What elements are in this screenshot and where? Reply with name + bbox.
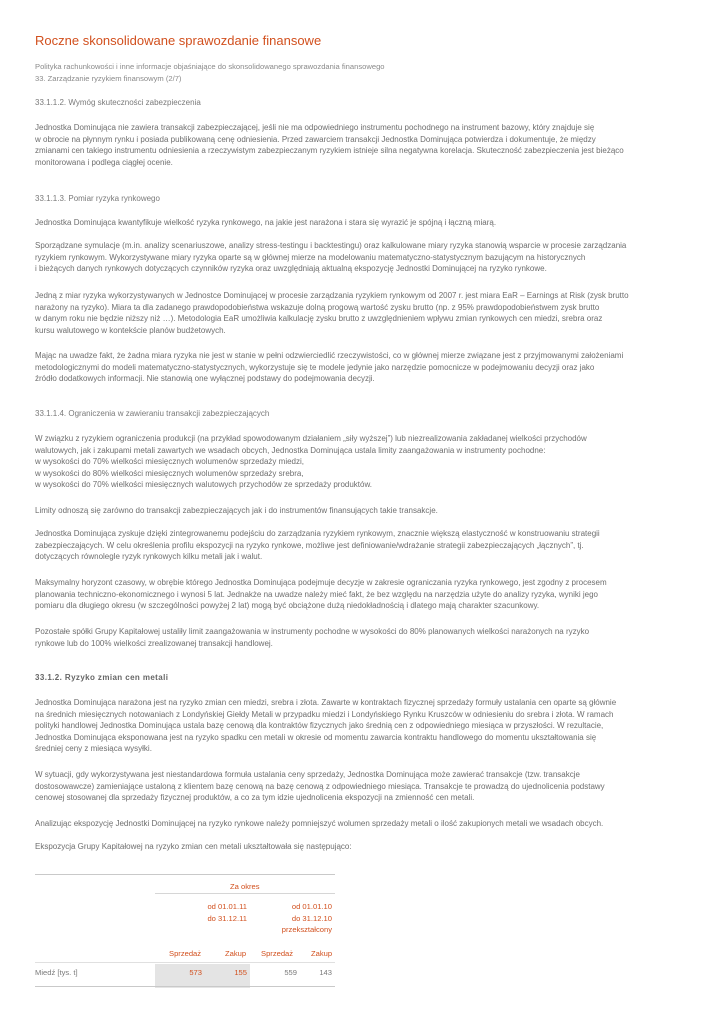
column-header-sales-2010: Sprzedaż xyxy=(261,949,294,958)
breadcrumb xyxy=(35,61,385,85)
text-line: w obrocie na płynnym rynku i posiada publikowaną cenę odniesienia. Przed zawarciem transakcji Jednostka Dominująca potwierdza i dokumentuje, że między xyxy=(35,134,596,144)
text-line: kursu walutowego w kontekście planów budżetowych. xyxy=(35,325,226,335)
text-line: polityki handlowej Jednostka Dominująca ustala bazę cenową dla kontraktów fizycznych jako średnią cen z odpowiedniego miesiąca w przyszłości. W rezultacie, xyxy=(35,721,604,730)
section-heading-metal-price-risk: 33.1.2. Ryzyko zmian cen metali xyxy=(35,673,169,682)
list-item: w wysokości do 70% wielkości miesięcznych wolumenów sprzedaży miedzi, xyxy=(35,457,304,466)
text-line: Analizując ekspozycję Jednostki Dominującej na ryzyko rynkowe należy pomniejszyć wolumen sprzedaży metali o ilość zakupionych metali we wsadach obcych. xyxy=(35,819,604,828)
text-line: Maksymalny horyzont czasowy, w obrębie którego Jednostka Dominująca podejmuje decyzje w zakresie ograniczania ryzyka rynkowego, jest zgodny z procesem xyxy=(35,578,607,587)
section-heading-market-risk-measurement: 33.1.1.3. Pomiar ryzyka rynkowego xyxy=(35,194,160,203)
period-header-2010 xyxy=(255,901,332,936)
paragraph xyxy=(35,505,690,517)
text-line: planowania techniczno-ekonomicznego i wynosi 5 lat. Jednakże na uwadze należy mieć fakt, że bez względu na narzędzia użyte do analizy ryzyka, wyniki jego xyxy=(35,589,598,599)
paragraph xyxy=(35,577,690,612)
text-line: na średnich miesięcznych notowaniach z Londyńskiej Giełdy Metali w przypadku miedzi i Londyńskiego Rynku Kruszców w odniesieniu do srebra i złota. W ramach xyxy=(35,709,614,719)
paragraph xyxy=(35,818,690,830)
list-item: w wysokości do 70% wielkości miesięcznych walutowych przychodów ze sprzedaży produktów. xyxy=(35,480,373,489)
section-heading-hedge-effectiveness: 33.1.1.2. Wymóg skuteczności zabezpieczenia xyxy=(35,98,201,107)
section-heading-hedging-limits: 33.1.1.4. Ograniczenia w zawieraniu transakcji zabezpieczających xyxy=(35,409,270,418)
table-group-header: Za okres xyxy=(230,882,260,891)
text-line: i bieżących danych rynkowych dotyczących czynników ryzyka oraz uwzględniają aktualną ekspozycję Jednostki Dominującej na ryzyko rynkowe. xyxy=(35,264,547,273)
paragraph xyxy=(35,122,690,168)
text-line: Jednostka Dominująca zyskuje dzięki zintegrowanemu podejściu do zarządzania ryzykiem rynkowym, znacznie większą elastyczność w konstruowaniu strategii xyxy=(35,529,600,538)
text-line: W sytuacji, gdy wykorzystywana jest niestandardowa formuła ustalania ceny sprzedaży, Jednostka Dominująca może zawierać transakcje (tzw. transakcje xyxy=(35,770,580,779)
paragraph xyxy=(35,626,690,649)
breadcrumb-chapter: Polityka rachunkowości i inne informacje objaśniające do skonsolidowanego sprawozdania finansowego xyxy=(35,62,385,71)
text-line: Limity odnoszą się zarówno do transakcji zabezpieczających jak i do instrumentów finansujących takie transakcje. xyxy=(35,506,438,515)
table-cell: 559 xyxy=(284,968,297,977)
text-line: Ekspozycja Grupy Kapitałowej na ryzyko zmian cen metali ukształtowała się następująco: xyxy=(35,842,352,851)
paragraph xyxy=(35,290,690,336)
table-cell: 143 xyxy=(319,968,332,977)
text-line: Mając na uwadze fakt, że żadna miara ryzyka nie jest w stanie w pełni odzwierciedlić rzeczywistości, co w głównej mierze związane jest z przyjmowanymi założeniami xyxy=(35,351,624,360)
paragraph xyxy=(35,433,690,491)
period-note: przekształcony xyxy=(281,925,332,934)
text-line: Jednostka Dominująca eksponowana jest na ryzyko spadku cen metali w okresie od momentu zawarcia kontraktu handlowego do momentu ukształtowania się xyxy=(35,732,597,742)
paragraph xyxy=(35,240,690,275)
paragraph xyxy=(35,217,690,229)
paragraph xyxy=(35,528,690,563)
text-line: ryzykiem rynkowym. Wykorzystywane miary ryzyka oparte są w głównej mierze na modelowaniu matematyczno-statystycznym bazującym na historycznych xyxy=(35,252,586,262)
period-start: od 01.01.10 xyxy=(291,902,332,911)
text-line: narażony na ryzyko). Miara ta dla zadanego prawdopodobieństwa wskazuje dolną progową wartość zysku brutto (np. z 95% prawdopodobieństwem zysk brutto xyxy=(35,302,600,312)
period-end: do 31.12.10 xyxy=(291,913,332,923)
paragraph xyxy=(35,350,690,385)
table-header-rule xyxy=(35,962,335,963)
list-item: w wysokości do 80% wielkości miesięcznych wolumenów sprzedaży srebra, xyxy=(35,468,304,478)
text-line: Sporządzane symulacje (m.in. analizy scenariuszowe, analizy stress-testingu i backtestingu) oraz kalkulowane miary ryzyka stanowią wsparcie w procesie zarządzania xyxy=(35,241,627,250)
table-cell: 155 xyxy=(234,968,247,977)
text-line: rynkowe lub do 100% wielkości zrealizowanej transakcji handlowej. xyxy=(35,638,273,648)
text-line: W związku z ryzykiem ograniczenia produkcji (na przykład spowodowanym działaniem „siły wyższej”) lub niezrealizowania zakładanej wielkości przychodów xyxy=(35,434,587,443)
text-line: zmianami cen takiego instrumentu odniesienia a rzeczywistym zabezpieczanym ryzykiem istnieje silna negatywna korelacja. Skuteczność zabezpieczenia jest bieżąco xyxy=(35,146,624,155)
column-header-purchase-2010: Zakup xyxy=(311,949,333,958)
period-header-2011 xyxy=(175,901,247,924)
text-line: cenowej stosowanej dla sprzedaży fizycznej produktów, a co za tym idzie ujednolicenia ekspozycji na zmienność cen metali. xyxy=(35,793,475,802)
table-bottom-rule xyxy=(35,986,335,987)
text-line: dotyczących równolegle ryzyk rynkowych kilku metali jak i walut. xyxy=(35,552,263,561)
paragraph xyxy=(35,769,690,804)
text-line: średniej ceny z miesiąca wysyłki. xyxy=(35,744,152,753)
text-line: źródło dodatkowych informacji. Nie stanowią one wyłącznej podstawy do podejmowania decyzji. xyxy=(35,374,375,383)
column-header-sales-2011: Sprzedaż xyxy=(169,949,202,958)
table-row-label: Miedź [tys. t] xyxy=(35,968,78,977)
text-line: walutowych, jak i zakupami metali zawartych we wsadach obcych, Jednostka Dominująca ustala limity zaangażowania w instrumenty pochodne: xyxy=(35,445,546,455)
text-line: Jednostka Dominująca narażona jest na ryzyko zmian cen miedzi, srebra i złota. Zawarte w kontraktach fizycznej sprzedaży formuły ustalania cen oparte są głównie xyxy=(35,698,617,707)
text-line: metodologicznymi do modeli matematyczno-statystycznych, wykorzystuje się te modele jedynie jako narzędzie pomocnicze w podejmowaniu decyzji oraz jako xyxy=(35,362,595,372)
period-start: od 01.01.11 xyxy=(207,902,247,911)
text-line: w danym roku nie będzie niższy niż …). Metodologia EaR umożliwia kalkulację zysku brutto z uwzględnieniem wpływu zmian rynkowych cen miedzi, srebra oraz xyxy=(35,314,603,323)
breadcrumb-section: 33. Zarządzanie ryzykiem finansowym (2/7) xyxy=(35,74,182,83)
text-line: dostosowawcze) zamieniające ustaloną z klientem bazę cenową na bazę cenową z odpowiedniego miesiąca. Transakcje te prowadzą do ujednolicenia podstawy xyxy=(35,781,605,791)
text-line: Pozostałe spółki Grupy Kapitałowej ustaliły limit zaangażowania w instrumenty pochodne w wysokości do 80% planowanych wielkości narażonych na ryzyko xyxy=(35,627,590,636)
column-header-purchase-2011: Zakup xyxy=(225,949,247,958)
text-line: monitorowana i podlega ciągłej ocenie. xyxy=(35,157,173,167)
text-line: Jednostka Dominująca nie zawiera transakcji zabezpieczającej, jeśli nie ma odpowiedniego instrumentu pochodnego na instrument bazowy, który znajduje się xyxy=(35,123,595,132)
text-line: Jednostka Dominująca kwantyfikuje wielkość ryzyka rynkowego, na jakie jest narażona i stara się wyrazić je spójną i łączną miarą. xyxy=(35,218,497,227)
period-end: do 31.12.11 xyxy=(207,913,247,923)
text-line: zabezpieczających. W celu określenia profilu ekspozycji na ryzyko rynkowe, możliwe jest definiowanie/wdrażanie strategii zabezpieczających „łącznych”, tj. xyxy=(35,540,584,550)
table-cell: 573 xyxy=(189,968,202,977)
page-title: Roczne skonsolidowane sprawozdanie finansowe xyxy=(35,33,322,48)
text-line: Jedną z miar ryzyka wykorzystywanych w Jednostce Dominującej w procesie zarządzania ryzykiem rynkowym od 2007 r. jest miara EaR – Earnings at Risk (zysk brutto xyxy=(35,291,629,300)
paragraph xyxy=(35,697,690,755)
table-group-rule xyxy=(155,893,335,894)
paragraph xyxy=(35,841,690,853)
table-top-rule xyxy=(35,874,335,875)
text-line: pomiaru dla długiego okresu (w szczególności powyżej 2 lat) mogą być obciążone dużą niedokładnością i dlatego mają charakter szacunkowy. xyxy=(35,601,540,610)
